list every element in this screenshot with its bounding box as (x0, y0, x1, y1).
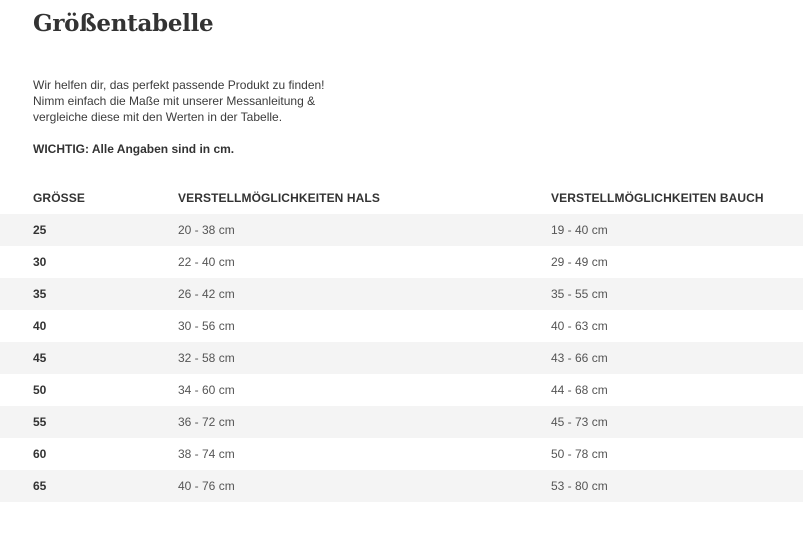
size-cell: 65 (0, 470, 178, 502)
size-cell: 60 (0, 438, 178, 470)
belly-range-cell: 43 - 66 cm (551, 342, 803, 374)
intro-line: Wir helfen dir, das perfekt passende Produkt zu finden! (33, 78, 325, 92)
belly-range-cell: 40 - 63 cm (551, 310, 803, 342)
header-belly: VERSTELLMÖGLICHKEITEN BAUCH (551, 191, 764, 205)
belly-range-cell: 53 - 80 cm (551, 470, 803, 502)
neck-range-cell: 30 - 56 cm (178, 310, 551, 342)
table-row (0, 246, 803, 278)
table-header-row (0, 182, 803, 214)
intro-text (33, 77, 373, 125)
table-row (0, 374, 803, 406)
size-cell: 40 (0, 310, 178, 342)
size-cell: 30 (0, 246, 178, 278)
neck-range-cell: 34 - 60 cm (178, 374, 551, 406)
size-cell: 45 (0, 342, 178, 374)
intro-line: Nimm einfach die Maße mit unserer Messanleitung & (33, 94, 316, 108)
neck-range-cell: 36 - 72 cm (178, 406, 551, 438)
belly-range-cell: 19 - 40 cm (551, 214, 803, 246)
header-neck: VERSTELLMÖGLICHKEITEN HALS (178, 191, 380, 205)
table-row (0, 406, 803, 438)
table-row (0, 342, 803, 374)
belly-range-cell: 50 - 78 cm (551, 438, 803, 470)
table-row (0, 214, 803, 246)
neck-range-cell: 26 - 42 cm (178, 278, 551, 310)
table-row (0, 310, 803, 342)
page-title: Größentabelle (33, 10, 214, 37)
neck-range-cell: 38 - 74 cm (178, 438, 551, 470)
neck-range-cell: 22 - 40 cm (178, 246, 551, 278)
neck-range-cell: 32 - 58 cm (178, 342, 551, 374)
table-row (0, 470, 803, 502)
size-cell: 35 (0, 278, 178, 310)
belly-range-cell: 29 - 49 cm (551, 246, 803, 278)
size-table (0, 182, 803, 502)
table-row (0, 278, 803, 310)
belly-range-cell: 45 - 73 cm (551, 406, 803, 438)
header-size: GRÖSSE (33, 191, 85, 205)
neck-range-cell: 40 - 76 cm (178, 470, 551, 502)
size-cell: 50 (0, 374, 178, 406)
units-note: WICHTIG: Alle Angaben sind in cm. (33, 142, 235, 156)
intro-line: vergleiche diese mit den Werten in der Tabelle. (33, 110, 283, 124)
belly-range-cell: 44 - 68 cm (551, 374, 803, 406)
size-cell: 25 (0, 214, 178, 246)
table-row (0, 438, 803, 470)
belly-range-cell: 35 - 55 cm (551, 278, 803, 310)
size-cell: 55 (0, 406, 178, 438)
neck-range-cell: 20 - 38 cm (178, 214, 551, 246)
